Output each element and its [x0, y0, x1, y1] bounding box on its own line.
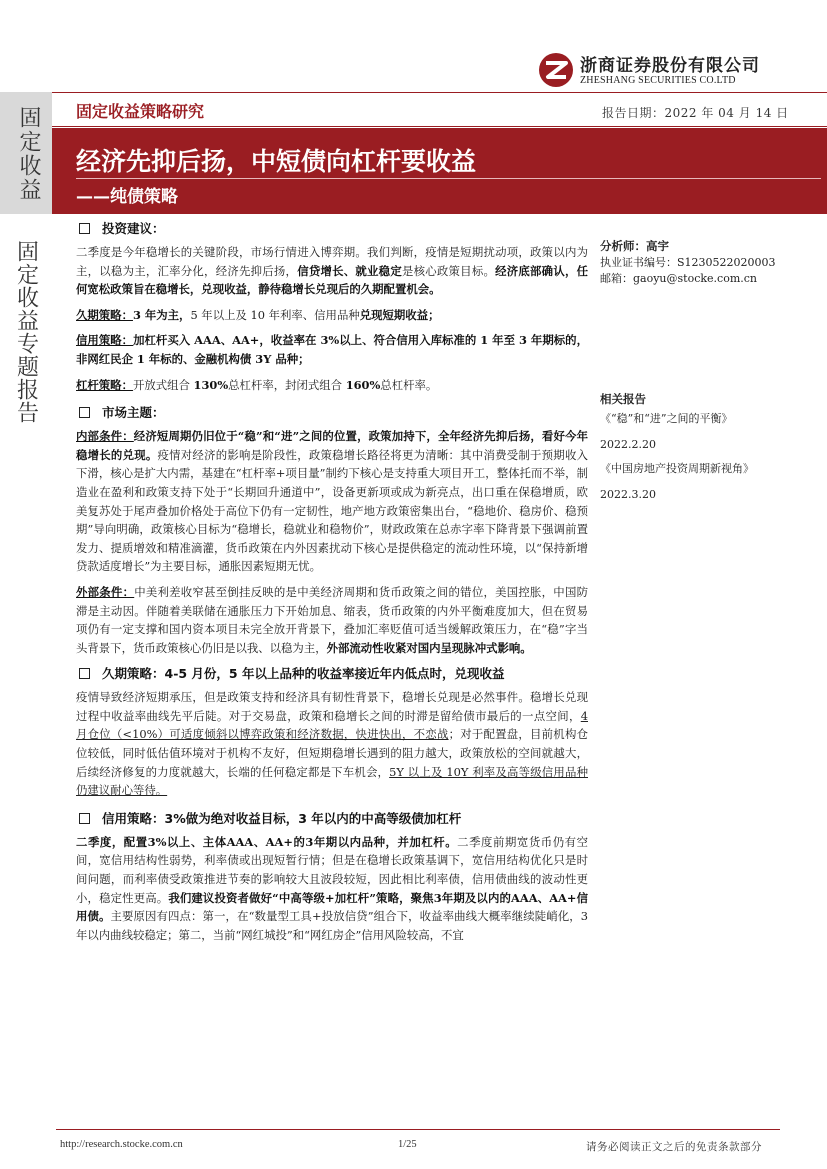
checkbox-bullet-icon — [79, 223, 90, 234]
footer-disclaimer: 请务必阅读正文之后的免责条款部分 — [586, 1141, 762, 1153]
footer-url[interactable]: http://research.stocke.com.cn — [60, 1139, 183, 1150]
related-report-title[interactable]: 《中国房地产投资周期新视角》 — [600, 462, 754, 475]
section-heading-market-theme: 市场主题： — [76, 402, 588, 424]
footer-rule — [56, 1129, 780, 1130]
sidebar-report-kind: 固定收益专题报告 — [13, 240, 39, 424]
related-reports — [600, 389, 800, 505]
section-heading-investment: 投资建议： — [76, 218, 588, 240]
title-divider — [76, 178, 821, 179]
analyst-email: 邮箱：gaoyu@stocke.com.cn — [600, 272, 757, 285]
paragraph-leverage-strategy: 杠杆策略：开放式组合 130%总杠杆率，封闭式组合 160%总杠杆率。 — [76, 377, 438, 392]
paragraph-duration-strategy: 久期策略：3 年为主，5 年以上及 10 年利率、信用品种兑现短期收益； — [76, 307, 440, 322]
header-mid-rule — [52, 126, 827, 127]
related-report-date: 2022.2.20 — [600, 438, 656, 451]
paragraph-investment-summary: 二季度是今年稳增长的关键阶段，市场行情进入博弈期。我们判断，疫情是短期扰动项，政策以内为主，以稳为主，汇率分化，经济先抑后扬，信贷增长、就业稳定是核心政策目标。经济底部确认，任何宽松政策旨在稳增长，兑现收益，静待稳增长兑现后的久期配置机会。 — [76, 245, 588, 297]
header-top-rule — [52, 92, 827, 93]
paragraph-internal-conditions: 内部条件：经济短周期仍旧位于“稳”和“进”之间的位置，政策加持下，全年经济先抑后扬，看好今年稳增长的兑现。疫情对经济的影响是阶段性，政策稳增长路径将更为清晰：其中消费受制于预期收入下滑，核心是扩大内需，基建在“杠杆率+项目量”制约下核心是支持重大项目开工，整体托而不举，制造业在盈利和政策支持下处于“长期回升通道中”，设备更新项或成为新亮点，出口重在保稳增质，欧美复苏处于尾声叠加价格处于高位下仍有一定韧性，地产地方政策密集出台，“稳地价、稳房价、稳预期”导向明确，政策核心目标为“稳增长，稳就业和稳物价”，财政政策在总赤字率下降背景下强调前置发力、提质增效和精准滴灌，货币政策在内外因素扰动下核心是提供稳定的流动性环境，以“保持新增贷款适度增长”为主要目标，通胀因素短期无忧。 — [76, 429, 588, 574]
section-heading-credit: 信用策略：3%做为绝对收益目标，3 年以内的中高等级债加杠杆 — [76, 808, 588, 830]
paragraph-credit-strategy: 信用策略：加杠杆买入 AAA、AA+，收益率在 3%以上、符合信用入库标准的 1 年至 3 年期标的，非网红民企 1 年标的、金融机构债 3Y 品种； — [76, 333, 588, 366]
company-logo — [538, 50, 773, 92]
report-type: 固定收益策略研究 — [76, 102, 205, 121]
company-name-cn: 浙商证券股份有限公司 — [580, 56, 760, 76]
page-subtitle: ——纯债策略 — [76, 187, 178, 207]
paragraph-duration-detail: 疫情导致经济短期承压，但是政策支持和经济具有韧性背景下，稳增长兑现是必然事件。稳增长兑现过程中收益率曲线先平后陡。对于交易盘，政策和稳增长之间的时滞是留给债市最后的一点空间，4 月仓位（<10%）可适度倾斜以博弈政策和经济数据，快进快出，不恋战；对于配置盘，目前机构仓位较低，同时低估值环境对于机构不友好，但短期稳增长遇到的阻力越大，政策放松的空间就越大，后续经济修复的力度就越大，长端的任何稳定都是下车机会，5Y 以上及 10Y 利率及高等级信用品种仍建议耐心等待。 — [76, 690, 588, 798]
analyst-info — [600, 238, 800, 288]
checkbox-bullet-icon — [79, 813, 90, 824]
page-number: 1/25 — [398, 1139, 417, 1150]
section-heading-duration: 久期策略：4-5 月份，5 年以上品种的收益率接近年内低点时，兑现收益 — [76, 663, 588, 685]
paragraph-credit-detail: 二季度，配置3%以上、主体AAA、AA+的3年期以内品种，并加杠杆。二季度前期宽货币仍有空间，宽信用结构性弱势，利率债或出现短暂行情；但是在稳增长政策基调下，宽信用结构优化只是时间问题，而利率债受政策推进节奏的影响较大且波段较短，因此相比利率债，信用债曲线的波动性更小，稳定性更高。我们建议投资者做好“中高等级+加杠杆”策略，聚焦3年期及以内的AAA、AA+信用债。主要原因有四点：第一，在“数量型工具+投放信贷”组合下，收益率曲线大概率继续陡峭化，3年以内曲线较稳定；第二，当前“网红城投”和“网红房企”信用风险较高，不宜 — [76, 834, 588, 942]
related-report-date: 2022.3.20 — [600, 488, 656, 501]
related-reports-heading: 相关报告 — [600, 392, 646, 406]
analyst-cert: 执业证书编号：S1230522020003 — [600, 255, 776, 269]
title-banner — [52, 128, 827, 214]
page-title: 经济先抑后扬，中短债向杠杆要收益 — [76, 147, 477, 176]
report-date: 报告日期：2022 年 04 月 14 日 — [602, 106, 789, 120]
paragraph-external-conditions: 外部条件：中美利差收窄甚至倒挂反映的是中美经济周期和货币政策之间的错位，美国控胀，中国防滞是主动因。伴随着美联储在通胀压力下开始加息、缩表，货币政策的内外平衡难度加大，但在贸易项仍有一定支撑和国内资本项目未完全放开背景下，叠加汇率贬值可适当缓解政策压力，在“稳”字当头背景下，货币政策核心仍旧是以我、以稳为主，外部流动性收紧对国内呈现脉冲式影响。 — [76, 584, 588, 655]
related-report-title[interactable]: 《“稳”和“进”之间的平衡》 — [600, 412, 733, 425]
checkbox-bullet-icon — [79, 668, 90, 679]
company-name-en: ZHESHANG SECURITIES CO.LTD — [580, 75, 736, 86]
sidebar-category-block — [0, 92, 52, 214]
company-logo-icon — [538, 52, 574, 88]
checkbox-bullet-icon — [79, 407, 90, 418]
analyst-name: 分析师：高宇 — [600, 239, 669, 253]
main-content — [76, 218, 588, 944]
sidebar-category: 固定收益 — [16, 106, 41, 202]
